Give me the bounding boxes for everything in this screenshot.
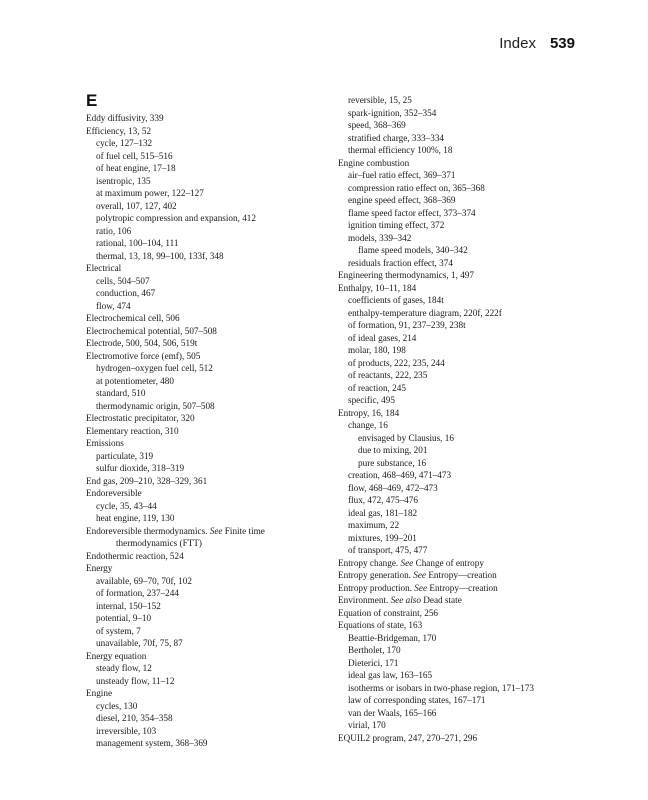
index-subentry [86,237,326,250]
index-subentry [338,219,578,232]
index-entry [338,407,578,420]
entry-text: available, 69–70, 70f, 102 [96,575,192,586]
entry-text: cycles, 130 [96,700,138,711]
entry-text: hydrogen–oxygen fuel cell, 512 [96,363,213,373]
entry-text: speed, 368–369 [348,120,406,130]
entry-text: coefficients of gases, 184t [348,295,444,305]
index-entry [338,619,578,632]
index-entry [338,569,578,582]
entry-text: isentropic, 135 [96,175,151,186]
index-subentry [338,544,578,557]
index-subentry [338,369,578,382]
entry-text: flame speed models, 340–342 [358,245,468,255]
index-subentry [338,169,578,182]
index-subentry [86,500,326,513]
see-target: Entropy—creation [428,570,497,580]
index-subentry [86,250,326,263]
index-subentry [338,94,578,107]
entry-text: Engine combustion [338,157,410,168]
index-subentry [338,232,578,245]
index-entry [86,312,326,325]
entry-text: irreversible, 103 [96,725,157,736]
entry-text: rational, 100–104, 111 [96,238,179,248]
entry-text: Bertholet, 170 [348,645,401,655]
index-subentry [338,344,578,357]
entry-text: Endothermic reaction, 524 [86,550,184,561]
see-reference: See [209,525,223,536]
entry-text: Dieterici, 171 [348,657,399,668]
entry-text: of products, 222, 235, 244 [348,357,445,368]
section-title: Index [499,35,536,52]
index-subentry [338,694,578,707]
entry-text: Endoreversible thermodynamics. [86,525,208,536]
entry-text: standard, 510 [96,388,146,398]
index-subentry [86,512,326,525]
entry-text: Eddy diffusivity, 339 [86,113,164,123]
index-entry [86,125,326,138]
entry-text: ideal gas law, 163–165 [348,670,433,680]
index-subentry [338,669,578,682]
index-subentry [338,332,578,345]
entry-text: polytropic compression and expansion, 412 [96,213,256,223]
index-entry [338,157,578,170]
entry-text: Equation of constraint, 256 [338,607,439,618]
entry-text: mixtures, 199–201 [348,532,417,543]
entry-text: of fuel cell, 515–516 [96,150,173,161]
index-column-right [338,94,578,744]
index-subentry [338,632,578,645]
entry-text: enthalpy-temperature diagram, 220f, 222f [348,307,502,318]
entry-text: Entropy, 16, 184 [338,407,400,418]
entry-text: residuals fraction effect, 374 [348,257,453,268]
entry-text: End gas, 209–210, 328–329, 361 [86,475,208,486]
entry-text: law of corresponding states, 167–171 [348,695,486,705]
index-subentry [338,394,578,407]
index-letter-heading: E [86,91,98,110]
entry-text: at maximum power, 122–127 [96,188,204,198]
index-entry [86,412,326,425]
entry-text: particulate, 319 [96,450,154,461]
entry-text: overall, 107, 127, 402 [96,200,177,211]
see-target: Finite time [224,525,265,536]
index-entry [86,337,326,350]
see-reference: See [400,557,414,568]
index-subentry [338,207,578,220]
entry-text: Engineering thermodynamics, 1, 497 [338,270,474,280]
index-subentry [86,275,326,288]
entry-text: models, 339–342 [348,232,412,243]
entry-text: spark-ignition, 352–354 [348,107,437,118]
entry-text: engine speed effect, 368–369 [348,195,456,205]
index-subentry [338,294,578,307]
entry-text: thermodynamic origin, 507–508 [96,400,215,411]
entry-text: unsteady flow, 11–12 [96,675,175,686]
entry-text: thermodynamics (FTT) [116,538,202,548]
entry-text: sulfur dioxide, 318–319 [96,463,185,473]
entry-text: Energy equation [86,650,147,661]
entry-text: Efficiency, 13, 52 [86,125,152,136]
index-entry [338,732,578,745]
see-target: Dead state [423,595,462,605]
index-subentry [338,132,578,145]
entry-text: Equations of state, 163 [338,620,423,630]
entry-text: cycle, 127–132 [96,138,153,148]
entry-text: flame speed factor effect, 373–374 [348,207,476,218]
index-subentry [338,682,578,695]
entry-text: Enthalpy, 10–11, 184 [338,282,417,293]
index-entry [338,582,578,595]
entry-text: due to mixing, 201 [358,445,428,455]
index-subentry [338,657,578,670]
index-subentry [86,187,326,200]
index-subentry [338,482,578,495]
index-subentry [338,119,578,132]
entry-text: creation, 468–469, 471–473 [348,470,452,480]
entry-text: compression ratio effect on, 365–368 [348,182,485,193]
index-subentry [338,244,578,257]
index-entry [86,475,326,488]
entry-text: diesel, 210, 354–358 [96,713,173,723]
entry-text: maximum, 22 [348,520,400,530]
entry-text: envisaged by Clausius, 16 [358,432,454,443]
index-subentry [86,737,326,750]
index-entry [86,650,326,663]
index-subentry [86,700,326,713]
index-subentry [338,532,578,545]
index-subentry [86,462,326,475]
entry-text: cycle, 35, 43–44 [96,500,157,511]
index-subentry [86,150,326,163]
index-subentry [86,162,326,175]
entry-text: Electrical [86,263,122,273]
index-subentry [86,575,326,588]
index-subentry [86,587,326,600]
index-subentry [338,107,578,120]
entry-text: of transport, 475, 477 [348,545,428,555]
entry-text: internal, 150–152 [96,600,161,611]
page-number: 539 [549,35,575,52]
entry-text: reversible, 15, 25 [348,95,412,105]
entry-text: ratio, 106 [96,225,132,236]
entry-text: change, 16 [348,420,388,430]
entry-text: Endoreversible [86,488,142,498]
index-subentry [86,625,326,638]
index-subentry [86,400,326,413]
entry-text: management system, 368–369 [96,738,208,748]
index-subentry [338,444,578,457]
index-subentry [338,469,578,482]
see-reference: See [413,570,427,580]
entry-text: Electromotive force (emf), 505 [86,350,201,361]
index-subentry [338,519,578,532]
index-entry [86,437,326,450]
entry-text: of reactants, 222, 235 [348,370,428,380]
index-subentry [338,382,578,395]
index-subentry [338,457,578,470]
index-subentry [338,257,578,270]
index-subentry [86,175,326,188]
index-subentry [86,450,326,463]
entry-text: unavailable, 70f, 75, 87 [96,638,183,648]
index-subentry [86,287,326,300]
see-target: Entropy—creation [429,582,498,593]
entry-text: stratified charge, 333–334 [348,132,445,143]
index-entry [86,350,326,363]
index-subentry [338,144,578,157]
index-subentry [86,362,326,375]
index-subentry [338,719,578,732]
entry-text: specific, 495 [348,395,395,405]
entry-text: potential, 9–10 [96,613,152,623]
index-subentry [86,612,326,625]
see-target: Change of entropy [415,557,484,568]
index-subentry [338,494,578,507]
entry-text: Electrode, 500, 504, 506, 519t [86,338,198,348]
entry-text: Beattie-Bridgeman, 170 [348,632,437,643]
index-subentry [86,137,326,150]
entry-text: Energy [86,563,113,573]
index-subentry [338,432,578,445]
see-reference: See [414,582,428,593]
index-subentry [86,300,326,313]
entry-text: Entropy production. [338,582,412,593]
entry-text: Entropy generation. [338,570,411,580]
index-subentry [86,225,326,238]
index-entry [86,425,326,438]
index-entry [86,562,326,575]
index-subentry [338,357,578,370]
see-reference: See also [390,595,421,605]
index-subentry [86,212,326,225]
index-entry [86,550,326,563]
entry-text: cells, 504–507 [96,275,150,286]
index-subentry [338,319,578,332]
entry-text: of heat engine, 17–18 [96,163,176,173]
entry-text: Electrochemical potential, 507–508 [86,325,217,336]
index-entry [338,557,578,570]
index-subentry [338,707,578,720]
index-subentry [86,725,326,738]
entry-text: steady flow, 12 [96,663,152,673]
index-subentry [86,387,326,400]
entry-text: air–fuel ratio effect, 369–371 [348,170,456,180]
index-subentry [86,662,326,675]
entry-text: thermal efficiency 100%, 18 [348,145,453,155]
entry-text: Electrostatic precipitator, 320 [86,413,195,423]
entry-text: thermal, 13, 18, 99–100, 133f, 348 [96,250,224,261]
entry-text: ideal gas, 181–182 [348,507,418,518]
entry-text: flux, 472, 475–476 [348,495,418,505]
index-subentry [338,307,578,320]
index-entry [338,607,578,620]
entry-text: Entropy change. [338,557,399,568]
index-entry [86,687,326,700]
index-subentry [86,600,326,613]
index-entry [86,262,326,275]
entry-text: pure substance, 16 [358,457,427,468]
entry-text: Elementary reaction, 310 [86,425,179,436]
entry-text: conduction, 467 [96,288,156,298]
index-entry [338,269,578,282]
entry-text: molar, 180, 198 [348,345,406,355]
entry-text: heat engine, 119, 130 [96,513,175,523]
entry-text: of reaction, 245 [348,382,406,393]
index-subentry [86,537,326,550]
index-entry [86,487,326,500]
index-subentry [338,507,578,520]
entry-text: of system, 7 [96,625,141,636]
index-entry [338,594,578,607]
entry-text: Emissions [86,438,124,448]
entry-text: ignition timing effect, 372 [348,220,445,230]
index-subentry [338,644,578,657]
index-column-left [86,112,326,750]
index-entry [86,325,326,338]
running-header [499,35,575,52]
entry-text: virial, 170 [348,720,386,730]
index-subentry [338,194,578,207]
entry-text: van der Waals, 165–166 [348,707,437,718]
entry-text: at potentiometer, 480 [96,375,174,386]
index-subentry [338,419,578,432]
index-subentry [86,712,326,725]
index-entry [86,525,326,538]
entry-text: of ideal gases, 214 [348,332,417,343]
entry-text: of formation, 237–244 [96,588,179,598]
entry-text: Engine [86,688,113,698]
index-subentry [86,675,326,688]
entry-text: isotherms or isobars in two-phase region, 171–173 [348,682,535,693]
entry-text: Electrochemical cell, 506 [86,313,180,323]
index-subentry [86,200,326,213]
index-entry [338,282,578,295]
index-entry [86,112,326,125]
entry-text: of formation, 91, 237–239, 238t [348,320,466,330]
index-subentry [338,182,578,195]
entry-text: EQUIL2 program, 247, 270–271, 296 [338,732,478,743]
index-subentry [86,375,326,388]
entry-text: flow, 474 [96,300,131,311]
entry-text: Environment. [338,595,389,605]
index-subentry [86,637,326,650]
entry-text: flow, 468–469, 472–473 [348,482,438,493]
